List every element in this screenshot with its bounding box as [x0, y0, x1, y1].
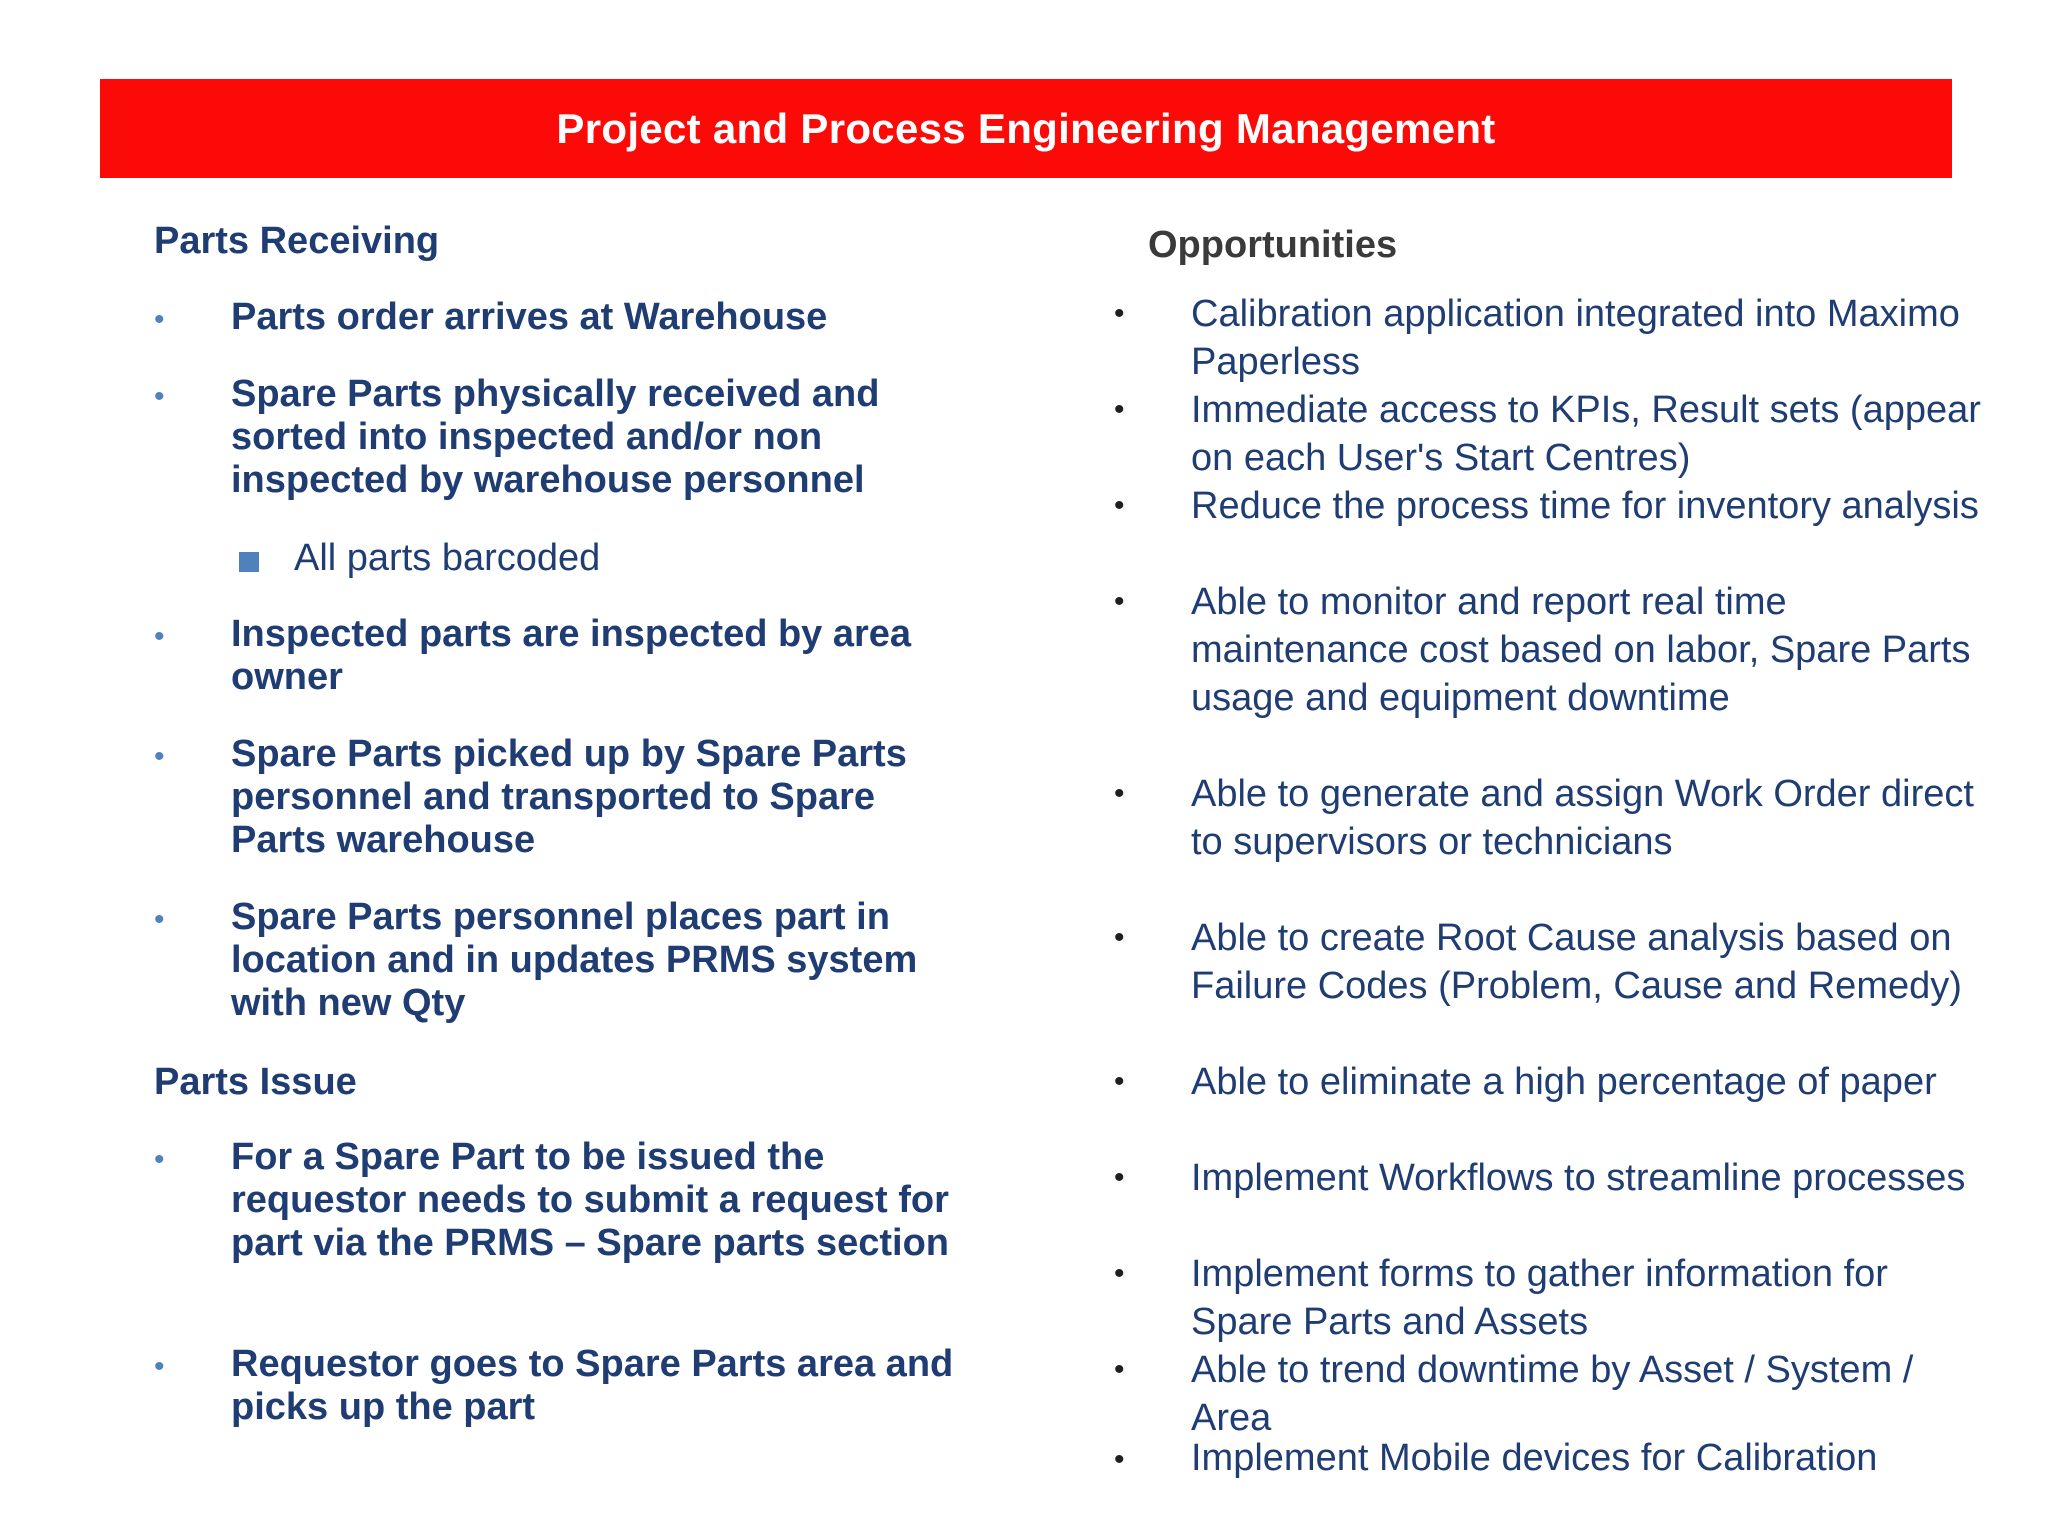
bullet-icon: • [1114, 1065, 1125, 1098]
right-column [1000, 0, 2048, 1536]
opportunities-heading: Opportunities [1148, 224, 1398, 266]
opportunity-item-5: Able to generate and assign Work Order direct to supervisors or technicians [1191, 773, 1974, 863]
page-title: Project and Process Engineering Management [556, 104, 1496, 152]
left-column [0, 0, 1000, 1536]
issue-item-1: For a Spare Part to be issued the requestor needs to submit a request for part via the PRMS – Spare parts section [231, 1136, 950, 1264]
receiving-sub-item: All parts barcoded [294, 537, 601, 579]
bullet-icon: • [1114, 1257, 1125, 1290]
bullet-icon: • [1114, 1161, 1125, 1194]
parts-receiving-heading: Parts Receiving [154, 220, 440, 262]
bullet-icon: • [154, 303, 165, 336]
opportunity-item-8: Implement Workflows to streamline processes [1191, 1157, 1966, 1199]
opportunity-item-1: Calibration application integrated into Maximo Paperless [1191, 293, 1960, 383]
bullet-icon: • [1114, 921, 1125, 954]
bullet-icon: • [1114, 1443, 1125, 1476]
bullet-icon: • [154, 1350, 165, 1383]
receiving-item-1: Parts order arrives at Warehouse [231, 296, 828, 338]
opportunity-item-3: Reduce the process time for inventory analysis [1191, 485, 1979, 527]
bullet-icon: • [154, 1143, 165, 1176]
receiving-item-2: Spare Parts physically received and sorted into inspected and/or non inspected by warehouse personnel [231, 373, 880, 501]
receiving-item-3: Inspected parts are inspected by area owner [231, 613, 912, 698]
receiving-item-4: Spare Parts picked up by Spare Parts personnel and transported to Spare Parts warehouse [231, 733, 907, 861]
bullet-icon: • [1114, 297, 1125, 330]
bullet-icon: • [1114, 777, 1125, 810]
parts-issue-heading: Parts Issue [154, 1061, 357, 1103]
square-bullet-icon [239, 552, 259, 572]
opportunity-item-9: Implement forms to gather information for Spare Parts and Assets [1191, 1253, 1888, 1343]
bullet-icon: • [154, 380, 165, 413]
bullet-icon: • [1114, 489, 1125, 522]
bullet-icon: • [154, 740, 165, 773]
bullet-icon: • [1114, 393, 1125, 426]
opportunity-item-2: Immediate access to KPIs, Result sets (appear on each User's Start Centres) [1191, 389, 1981, 479]
bullet-icon: • [154, 903, 165, 936]
opportunity-item-4: Able to monitor and report real time maintenance cost based on labor, Spare Parts usage and equipment downtime [1191, 581, 1971, 719]
receiving-item-5: Spare Parts personnel places part in location and in updates PRMS system with new Qty [231, 896, 918, 1024]
bullet-icon: • [154, 620, 165, 653]
opportunity-item-10: Able to trend downtime by Asset / System / Area [1191, 1349, 1914, 1439]
issue-item-2: Requestor goes to Spare Parts area and picks up the part [231, 1343, 954, 1428]
opportunity-item-6: Able to create Root Cause analysis based on Failure Codes (Problem, Cause and Remedy) [1191, 917, 1962, 1007]
bullet-icon: • [1114, 585, 1125, 618]
opportunity-item-11: Implement Mobile devices for Calibration [1191, 1437, 1878, 1479]
opportunity-item-7: Able to eliminate a high percentage of paper [1191, 1061, 1937, 1103]
bullet-icon: • [1114, 1353, 1125, 1386]
